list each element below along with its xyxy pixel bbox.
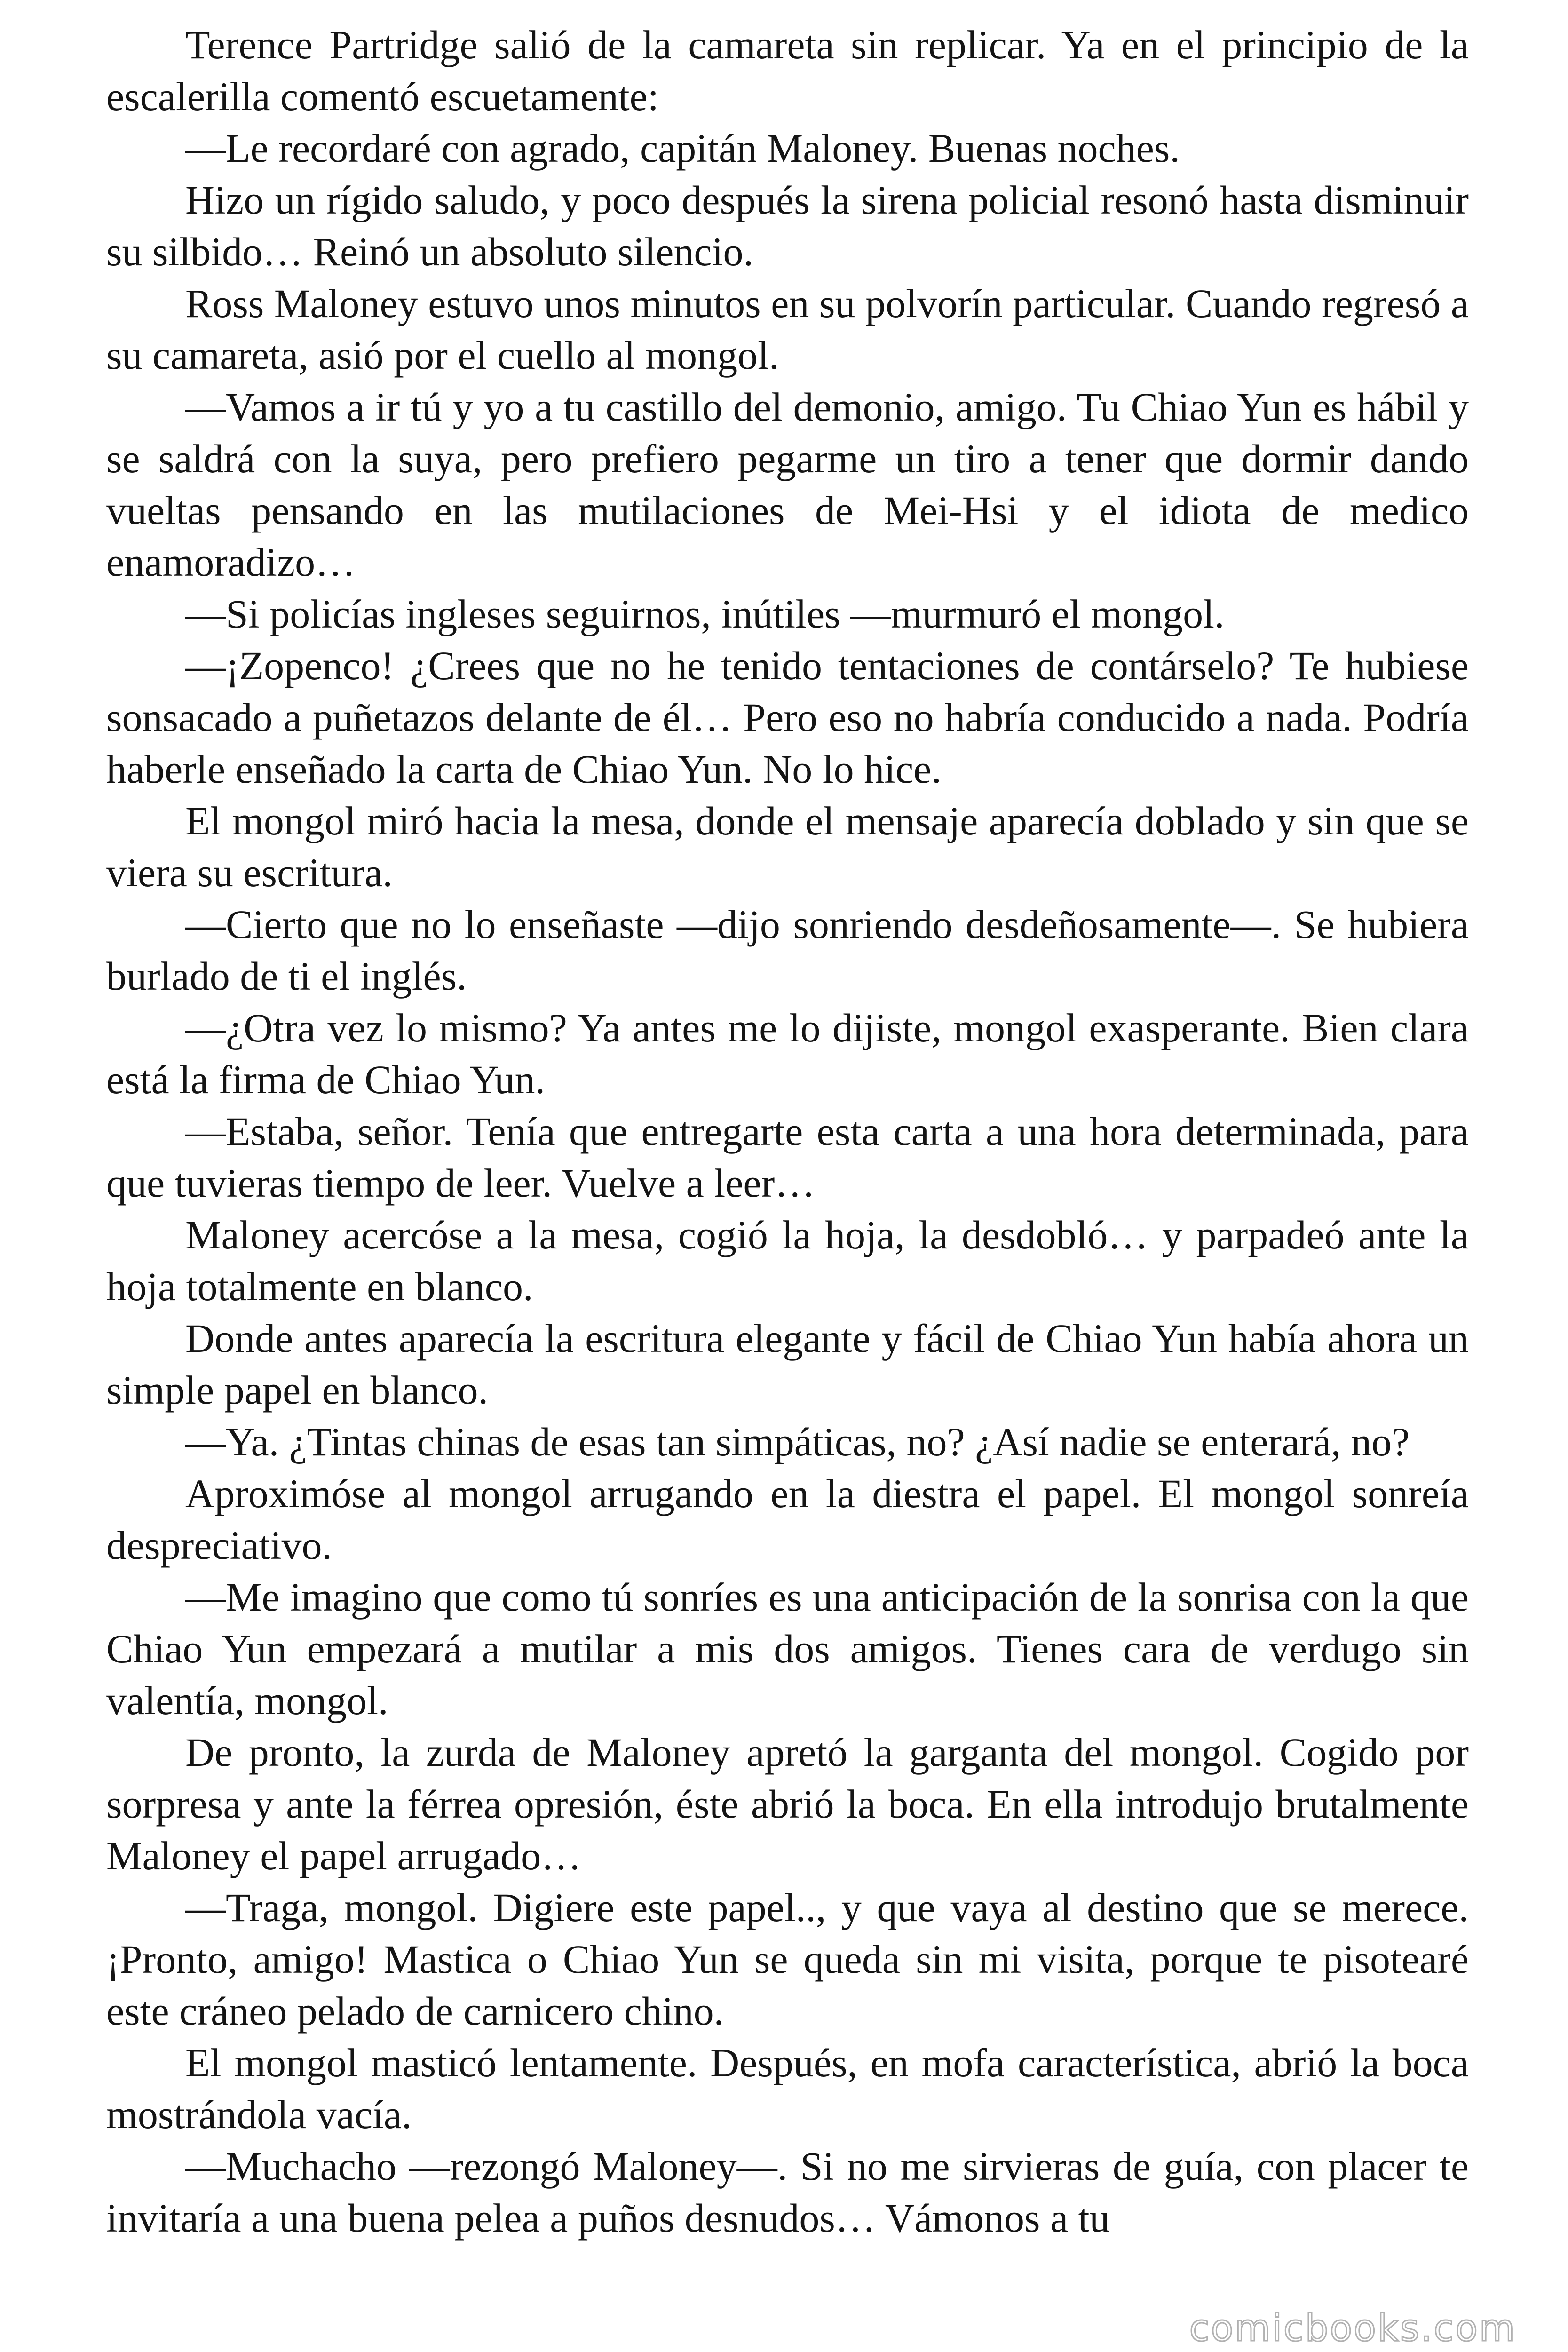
paragraph: —Le recordaré con agrado, capitán Maloney. Buenas noches. [185, 126, 1180, 171]
paragraph: —Cierto que no lo enseñaste —dijo sonriendo desdeñosamente—. Se hubiera burlado de ti el inglés. [106, 902, 1469, 999]
paragraph: El mongol miró hacia la mesa, donde el mensaje aparecía doblado y sin que se viera su escritura. [106, 798, 1469, 895]
paragraph: —Ya. ¿Tintas chinas de esas tan simpáticas, no? ¿Así nadie se enterará, no? [185, 1419, 1410, 1464]
paragraph: —Me imagino que como tú sonríes es una anticipación de la sonrisa con la que Chiao Yun empezará a mutilar a mis dos amigos. Tienes cara de verdugo sin valentía, mongol. [106, 1574, 1469, 1723]
paragraph: —Vamos a ir tú y yo a tu castillo del demonio, amigo. Tu Chiao Yun es hábil y se saldrá con la suya, pero prefiero pegarme un tiro a tener que dormir dando vueltas pensando en las mutilaciones de Mei-Hsi y el idiota de medico enamoradizo… [106, 384, 1469, 585]
paragraph: —¿Otra vez lo mismo? Ya antes me lo dijiste, mongol exasperante. Bien clara está la firma de Chiao Yun. [106, 1005, 1469, 1102]
paragraph: —Si policías ingleses seguirnos, inútiles —murmuró el mongol. [185, 591, 1225, 636]
paragraph: Maloney acercóse a la mesa, cogió la hoja, la desdobló… y parpadeó ante la hoja totalmente en blanco. [106, 1212, 1469, 1309]
paragraph: Donde antes aparecía la escritura elegante y fácil de Chiao Yun había ahora un simple papel en blanco. [106, 1316, 1469, 1413]
paragraph: Hizo un rígido saludo, y poco después la sirena policial resonó hasta disminuir su silbido… Reinó un absoluto silencio. [106, 177, 1469, 274]
paragraph: —Muchacho —rezongó Maloney—. Si no me sirvieras de guía, con placer te invitaría a una buena pelea a puños desnudos… Vámonos a tu [106, 2144, 1469, 2241]
paragraph: Terence Partridge salió de la camareta sin replicar. Ya en el principio de la escalerilla comentó escuetamente: [106, 22, 1469, 119]
paragraph: Aproximóse al mongol arrugando en la diestra el papel. El mongol sonreía despreciativo. [106, 1471, 1469, 1568]
page-text [106, 19, 1469, 2244]
paragraph: —Traga, mongol. Digiere este papel.., y que vaya al destino que se merece. ¡Pronto, amigo! Mastica o Chiao Yun se queda sin mi visita, porque te pisotearé este cráneo pelado de carnicero chino. [106, 1885, 1469, 2034]
paragraph: —¡Zopenco! ¿Crees que no he tenido tentaciones de contárselo? Te hubiese sonsacado a puñetazos delante de él… Pero eso no habría conducido a nada. Podría haberle enseñado la carta de Chiao Yun. No lo hice. [106, 643, 1469, 792]
paragraph: Ross Maloney estuvo unos minutos en su polvorín particular. Cuando regresó a su camareta, asió por el cuello al mongol. [106, 281, 1469, 378]
paragraph: De pronto, la zurda de Maloney apretó la garganta del mongol. Cogido por sorpresa y ante la férrea opresión, éste abrió la boca. En ella introdujo brutalmente Maloney el papel arrugado… [106, 1730, 1469, 1878]
watermark: comicbooks.com [1189, 2307, 1516, 2350]
paragraph: —Estaba, señor. Tenía que entregarte esta carta a una hora determinada, para que tuvieras tiempo de leer. Vuelve a leer… [106, 1109, 1469, 1206]
paragraph: El mongol masticó lentamente. Después, en mofa característica, abrió la boca mostrándola vacía. [106, 2040, 1469, 2137]
